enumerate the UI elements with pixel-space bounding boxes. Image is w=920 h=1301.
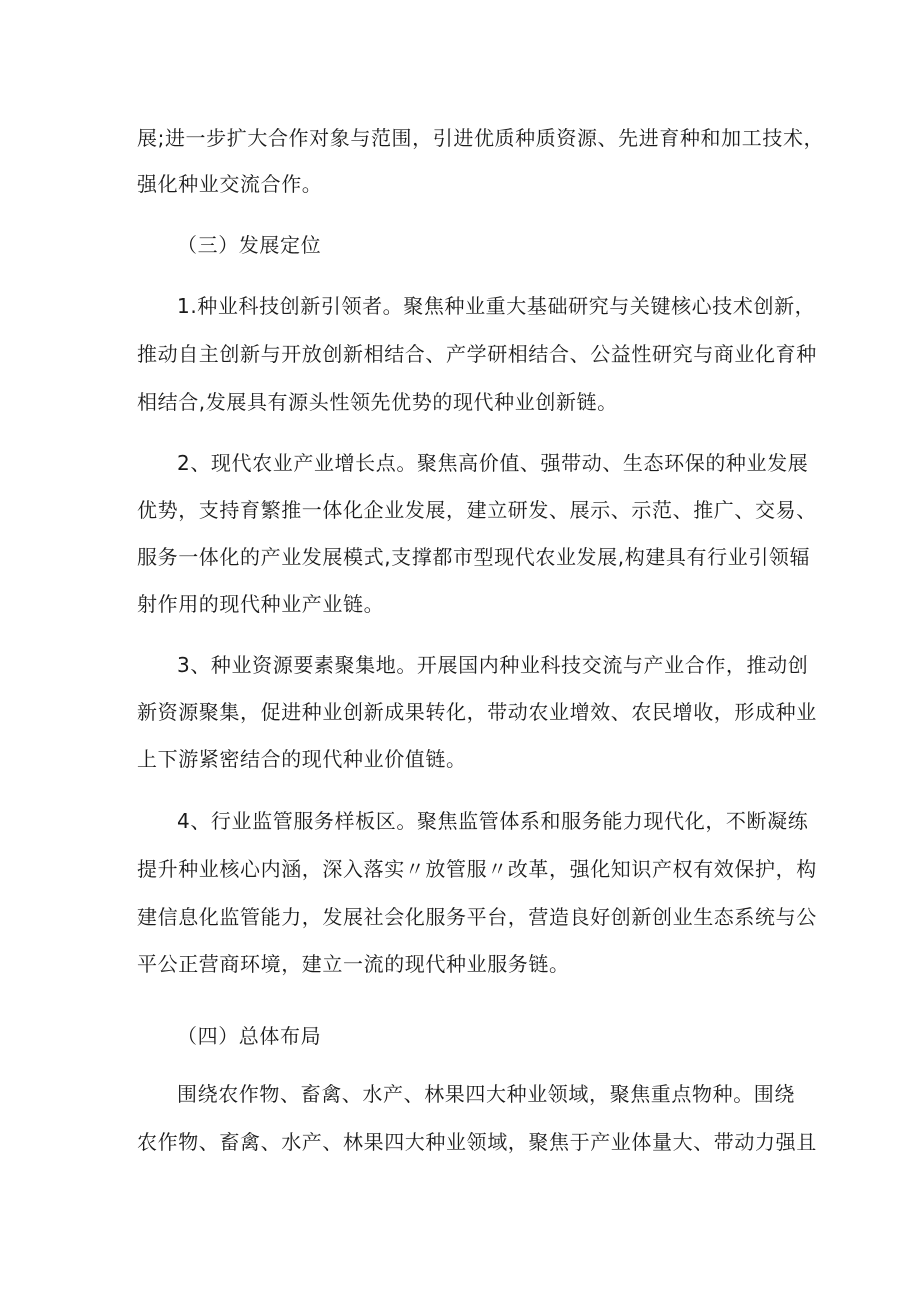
paragraph-line: 建信息化监管能力，发展社会化服务平台，营造良好创新创业生态系统与公 [137, 905, 817, 929]
section-heading: （四）总体布局 [177, 1024, 322, 1048]
paragraph-line: 新资源聚集，促进种业创新成果转化，带动农业增效、农民增收，形成种业 [137, 700, 817, 724]
paragraph-line: 3、种业资源要素聚集地。开展国内种业科技交流与产业合作，推动创 [177, 653, 809, 677]
paragraph-line: 展;进一步扩大合作对象与范围，引进优质种质资源、先进育种和加工技术， [137, 126, 825, 150]
paragraph-line: 强化种业交流合作。 [137, 172, 323, 196]
paragraph-line: 2、现代农业产业增长点。聚焦高价值、强带动、生态环保的种业发展 [177, 451, 809, 475]
paragraph-line: 推动自主创新与开放创新相结合、产学研相结合、公益性研究与商业化育种 [137, 342, 817, 366]
section-heading: （三）发展定位 [177, 233, 322, 257]
paragraph-line: 4、行业监管服务样板区。聚焦监管体系和服务能力现代化，不断凝练 [177, 809, 809, 833]
paragraph-line: 相结合,发展具有源头性领先优势的现代种业创新链。 [137, 390, 618, 414]
paragraph-line: 平公正营商环境，建立一流的现代种业服务链。 [137, 952, 570, 976]
paragraph-line: 优势，支持育繁推一体化企业发展，建立研发、展示、示范、推广、交易、 [137, 498, 817, 522]
paragraph-line: 围绕农作物、畜禽、水产、林果四大种业领域，聚焦重点物种。围绕 [177, 1082, 795, 1106]
paragraph-line: 射作用的现代种业产业链。 [137, 592, 385, 616]
paragraph-line: 服务一体化的产业发展模式,支撑都市型现代农业发展,构建具有行业引领辐 [137, 545, 811, 569]
paragraph-line: 1.种业科技创新引领者。聚焦种业重大基础研究与关键核心技术创新， [177, 294, 816, 318]
paragraph-line: 提升种业核心内涵，深入落实〃放管服〃改革，强化知识产权有效保护，构 [137, 857, 817, 881]
paragraph-line: 上下游紧密结合的现代种业价值链。 [137, 747, 467, 771]
paragraph-line: 农作物、畜禽、水产、林果四大种业领域，聚焦于产业体量大、带动力强且 [137, 1130, 817, 1154]
